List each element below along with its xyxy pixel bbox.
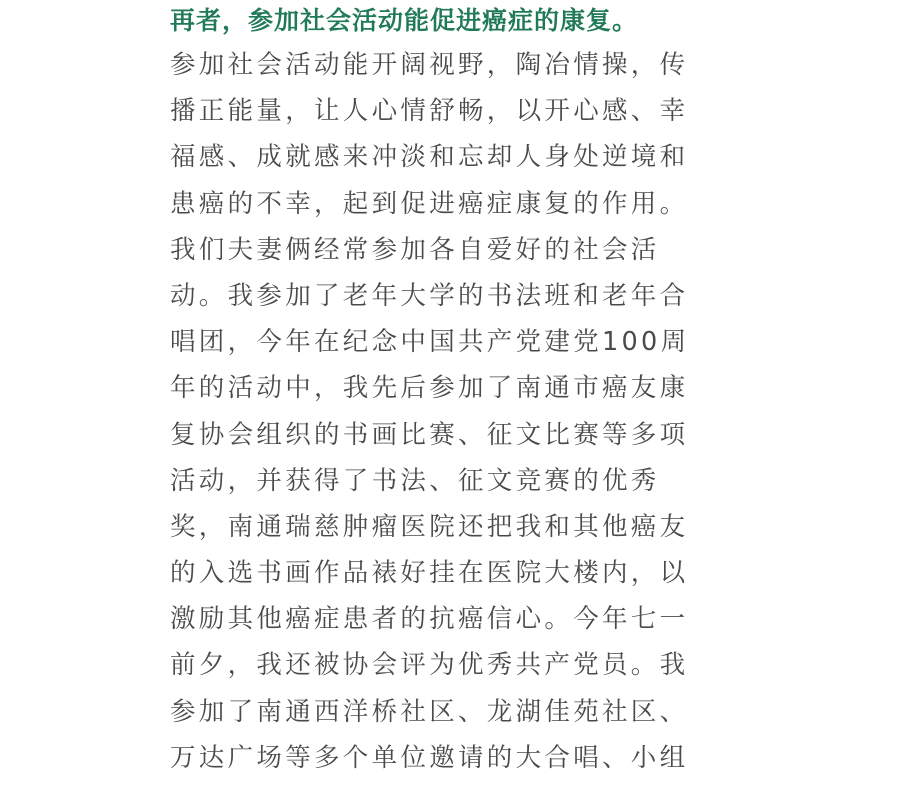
paragraph-line: 前夕，我还被协会评为优秀共产党员。我 [170,650,689,681]
paragraph-line: 参加社会活动能开阔视野，陶冶情操，传 [170,50,689,80]
paragraph-line: 我们夫妻俩经常参加各自爱好的社会活 [170,234,660,265]
paragraph [170,42,750,781]
paragraph-line: 参加了南通西洋桥社区、龙湖佳苑社区、 [170,696,689,727]
paragraph-line: 福感、成就感来冲淡和忘却人身处逆境和 [170,142,689,173]
paragraph-line: 的入选书画作品裱好挂在医院大楼内，以 [170,558,689,589]
paragraph-line: 奖，南通瑞慈肿瘤医院还把我和其他癌友 [170,511,689,542]
paragraph-line: 年的活动中，我先后参加了南通市癌友康 [170,373,689,404]
paragraph-line: 播正能量，让人心情舒畅，以开心感、幸 [170,96,689,127]
section-heading: 再者，参加社会活动能促进癌症的康复。 [170,6,639,35]
paragraph-line: 活动，并获得了书法、征文竞赛的优秀 [170,465,660,496]
paragraph-line: 激励其他癌症患者的抗癌信心。今年七一 [170,604,689,635]
paragraph-line: 动。我参加了老年大学的书法班和老年合 [170,280,689,311]
paragraph-line: 唱团，今年在纪念中国共产党建党100周 [170,327,690,358]
paragraph-line: 患癌的不幸，起到促进癌症康复的作用。 [170,188,689,219]
paragraph-line: 万达广场等多个单位邀请的大合唱、小组 [170,742,689,773]
article-body [170,0,750,781]
paragraph-line: 复协会组织的书画比赛、征文比赛等多项 [170,419,689,450]
